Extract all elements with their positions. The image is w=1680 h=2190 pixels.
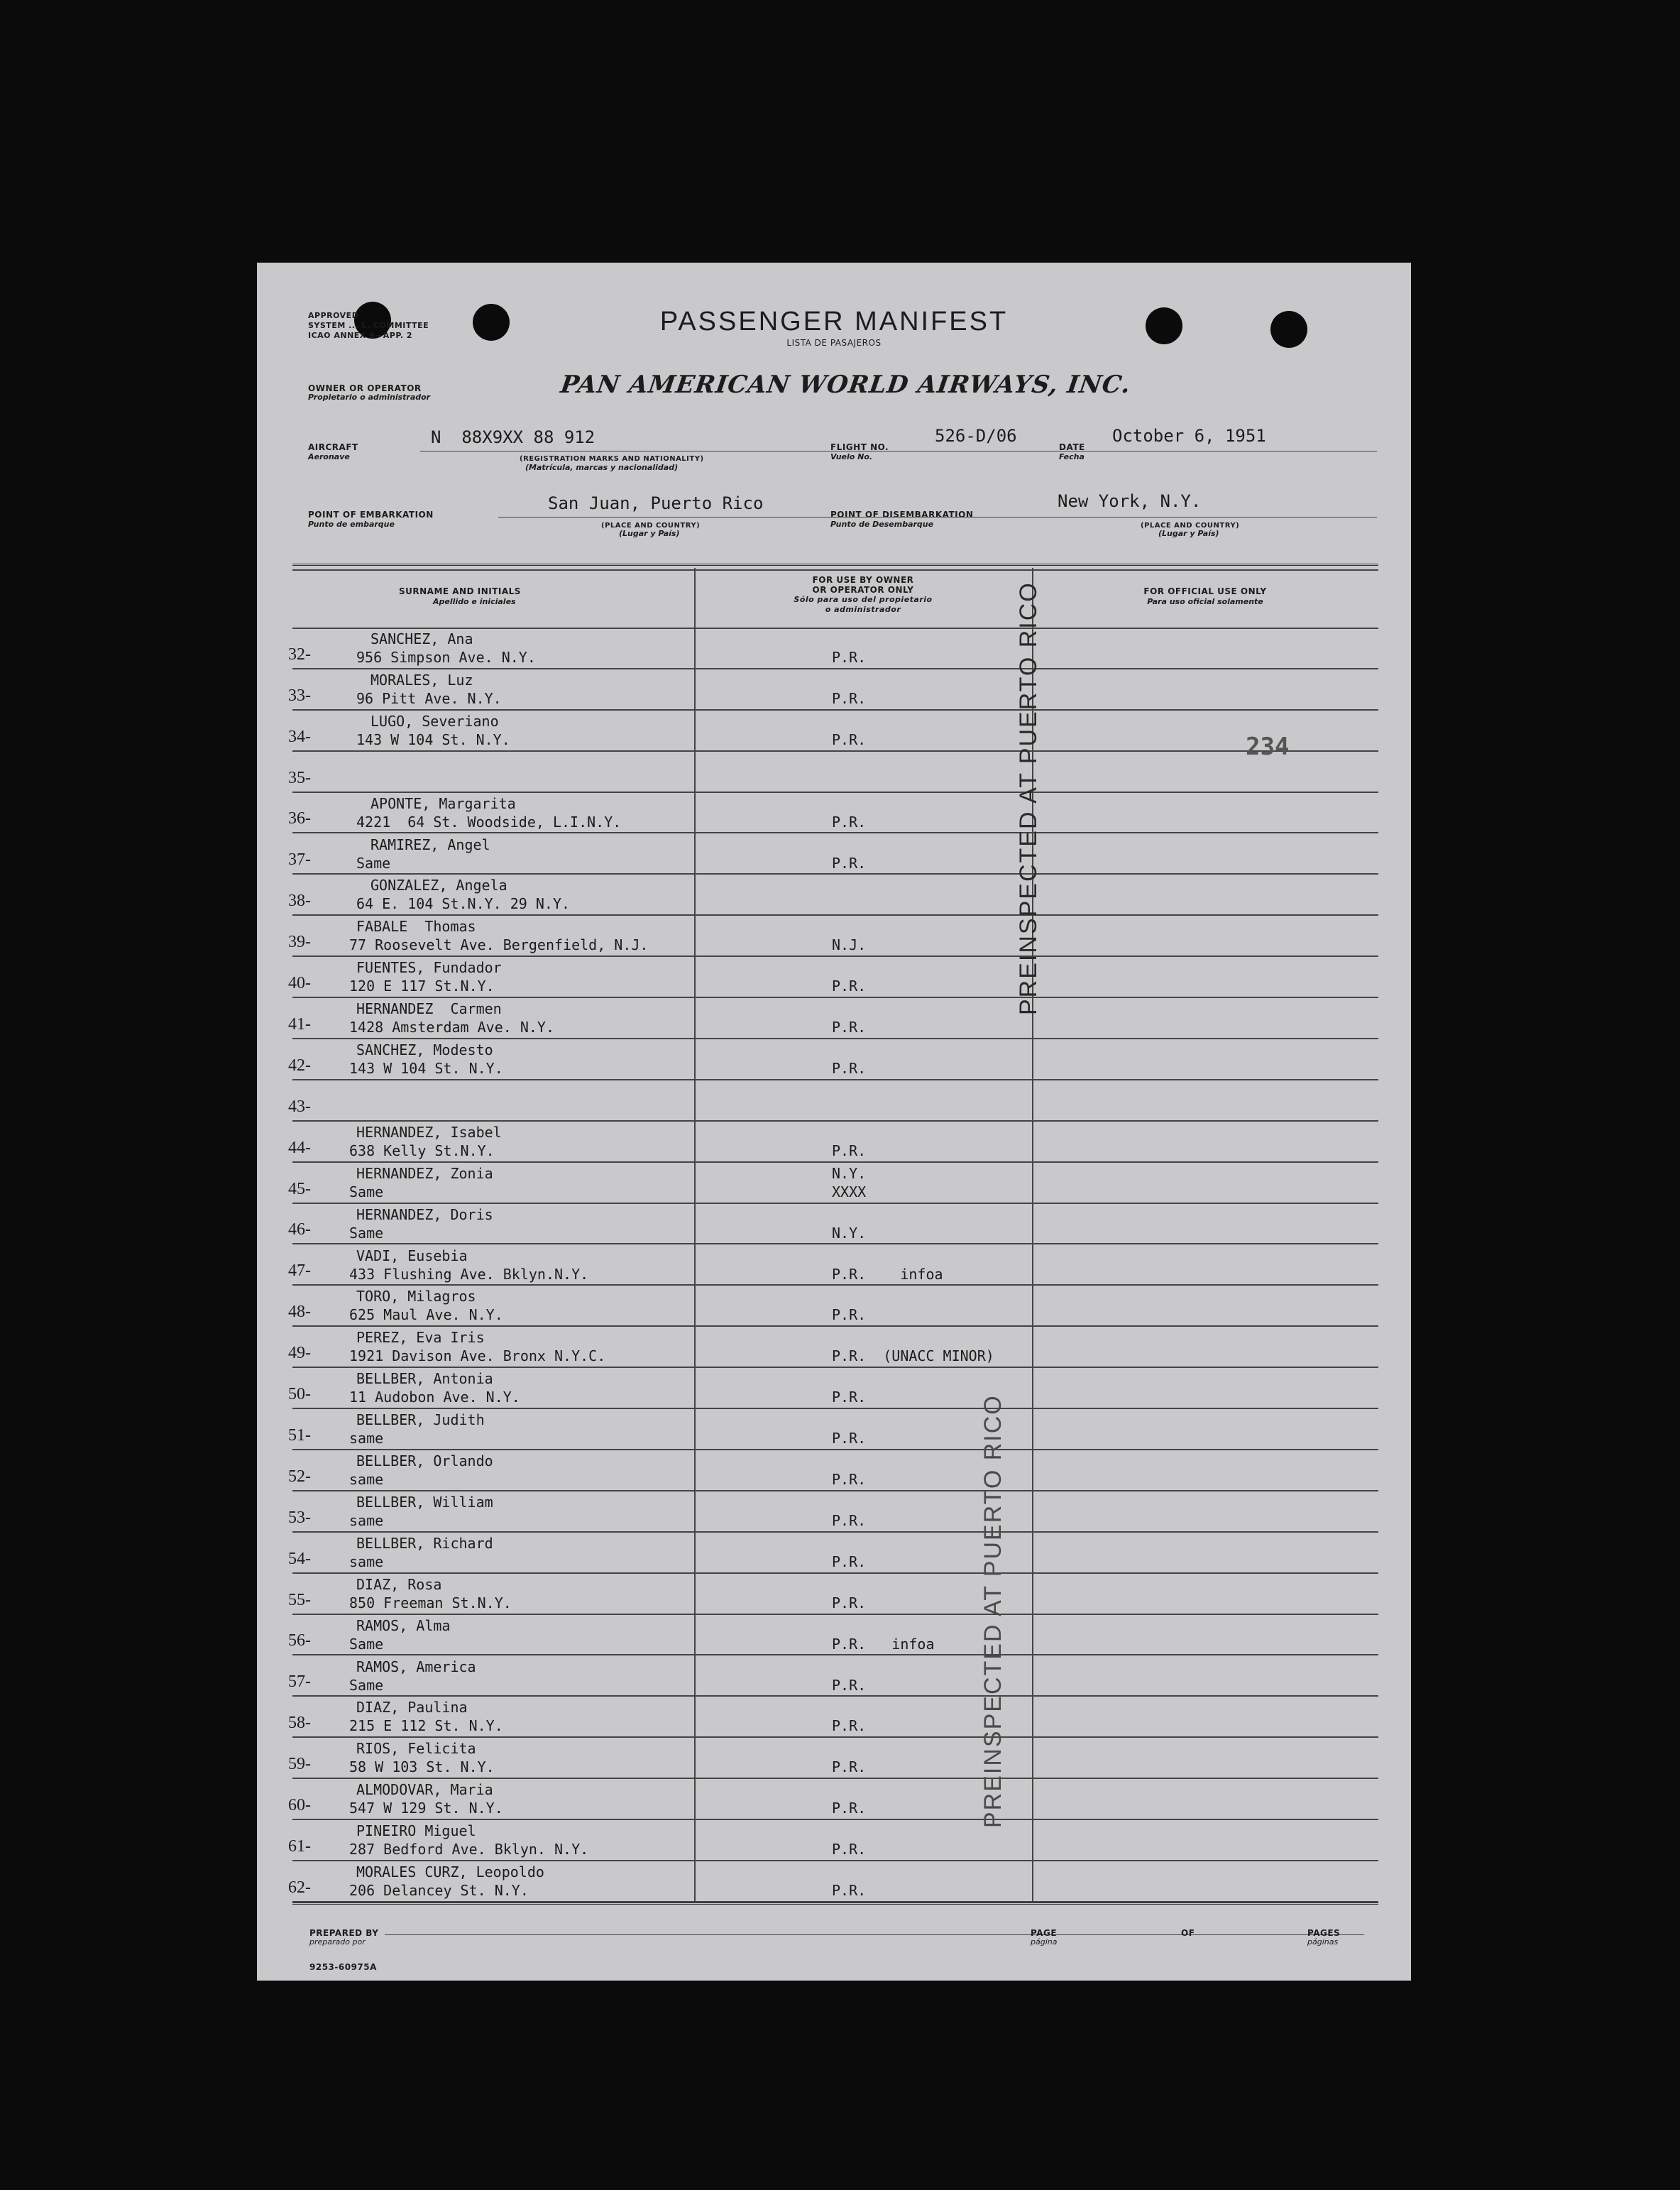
passenger-address: 96 Pitt Ave. N.Y. bbox=[356, 689, 502, 707]
embark-label: POINT OF EMBARKATION bbox=[308, 510, 434, 520]
passenger-name: TORO, Milagros bbox=[356, 1288, 476, 1305]
place-caption-es: (Lugar y País) bbox=[619, 529, 680, 538]
table-row bbox=[257, 1820, 1411, 1861]
manifest-sheet bbox=[257, 263, 1411, 1981]
row-number: 52- bbox=[288, 1467, 311, 1486]
passenger-name: LUGO, Severiano bbox=[370, 712, 499, 730]
passenger-address: 1921 Davison Ave. Bronx N.Y.C. bbox=[349, 1347, 606, 1365]
row-number: 33- bbox=[288, 686, 311, 705]
passenger-name: DIAZ, Rosa bbox=[356, 1575, 442, 1593]
owner-use-entry: P.R. infoa bbox=[832, 1265, 943, 1283]
embark-underline bbox=[498, 517, 1377, 518]
owner-use-entry: N.Y. bbox=[832, 1224, 867, 1242]
row-number: 57- bbox=[288, 1672, 311, 1692]
passenger-name: RAMIREZ, Angel bbox=[370, 836, 490, 853]
owner-use-entry: P.R. bbox=[832, 1471, 867, 1488]
passenger-address: Same bbox=[349, 1676, 384, 1694]
table-row bbox=[257, 1204, 1411, 1245]
passenger-name: DIAZ, Paulina bbox=[356, 1699, 468, 1717]
table-row bbox=[257, 1491, 1411, 1533]
owner-use-entry: P.R. bbox=[832, 730, 867, 748]
col-surname-header-es: Apellido e iniciales bbox=[433, 597, 516, 606]
table-row bbox=[257, 875, 1411, 916]
table-row bbox=[257, 1450, 1411, 1491]
preinspected-stamp: PREINSPECTED AT PUERTO RICO bbox=[979, 1394, 1006, 1828]
disembark-value: New York, N.Y. bbox=[1058, 491, 1202, 511]
table-bottom-rule bbox=[292, 1902, 1378, 1905]
passenger-address: 4221 64 St. Woodside, L.I.N.Y. bbox=[356, 813, 622, 831]
owner-use-entry: P.R. bbox=[832, 1882, 867, 1899]
table-row bbox=[257, 1656, 1411, 1697]
owner-label-es: Propietario o administrador bbox=[308, 393, 431, 402]
passenger-name: BELLBER, Richard bbox=[356, 1534, 493, 1552]
passenger-name: MORALES CURZ, Leopoldo bbox=[356, 1863, 544, 1880]
row-number: 50- bbox=[288, 1385, 311, 1404]
flight-label-es: Vuelo No. bbox=[830, 452, 873, 461]
embark-label-es: Punto de embarque bbox=[308, 520, 395, 529]
passenger-address: 206 Delancey St. N.Y. bbox=[349, 1882, 529, 1899]
approval-line: APPROVED bbox=[308, 311, 359, 320]
prepared-by-line bbox=[385, 1934, 1364, 1935]
row-number: 42- bbox=[288, 1056, 311, 1075]
owner-use-entry: P.R. bbox=[832, 1553, 867, 1570]
table-row bbox=[257, 1080, 1411, 1122]
passenger-address: Same bbox=[349, 1224, 384, 1242]
row-number: 55- bbox=[288, 1590, 311, 1609]
row-number: 43- bbox=[288, 1097, 311, 1116]
row-number: 53- bbox=[288, 1508, 311, 1527]
row-number: 62- bbox=[288, 1878, 311, 1897]
official-number: 234 bbox=[1246, 733, 1290, 761]
table-row bbox=[257, 1574, 1411, 1615]
owner-label: OWNER OR OPERATOR bbox=[308, 383, 422, 393]
row-number: 34- bbox=[288, 727, 311, 746]
passenger-address: same bbox=[349, 1553, 384, 1570]
passenger-name: HERNANDEZ Carmen bbox=[356, 1000, 502, 1018]
passenger-address: 287 Bedford Ave. Bklyn. N.Y. bbox=[349, 1841, 589, 1858]
row-number: 48- bbox=[288, 1303, 311, 1322]
table-row bbox=[257, 1327, 1411, 1368]
table-top-rule-2 bbox=[292, 569, 1378, 571]
row-number: 36- bbox=[288, 809, 311, 828]
owner-use-entry: P.R. bbox=[832, 1306, 867, 1324]
table-row bbox=[257, 1861, 1411, 1902]
approval-line: ICAO ANNEX 9—APP. 2 bbox=[308, 331, 413, 340]
registration-caption: (REGISTRATION MARKS AND NATIONALITY) bbox=[520, 455, 704, 463]
aircraft-label: AIRCRAFT bbox=[308, 442, 358, 452]
owner-use-entry: N.J. bbox=[832, 936, 867, 954]
table-row bbox=[257, 1615, 1411, 1656]
table-row bbox=[257, 1039, 1411, 1080]
col-official-header: FOR OFFICIAL USE ONLY bbox=[1143, 586, 1267, 596]
form-code: 9253-60975A bbox=[309, 1962, 377, 1972]
owner-use-entry: N.Y. XXXX bbox=[832, 1164, 867, 1200]
passenger-address: 143 W 104 St. N.Y. bbox=[349, 1060, 503, 1077]
date-label-es: Fecha bbox=[1059, 452, 1085, 461]
aircraft-value: N 88X9XX 88 912 bbox=[431, 427, 595, 447]
passenger-name: SANCHEZ, Modesto bbox=[356, 1041, 493, 1058]
row-number: 39- bbox=[288, 933, 311, 952]
owner-use-entry: P.R. bbox=[832, 1019, 867, 1036]
disembark-label: POINT OF DISEMBARKATION bbox=[830, 510, 974, 520]
passenger-address: 956 Simpson Ave. N.Y. bbox=[356, 649, 536, 666]
row-number: 38- bbox=[288, 892, 311, 911]
passenger-name: SANCHEZ, Ana bbox=[370, 630, 473, 647]
table-row bbox=[257, 1163, 1411, 1204]
passenger-name: FUENTES, Fundador bbox=[356, 959, 502, 977]
owner-use-entry: P.R. bbox=[832, 1594, 867, 1611]
table-row bbox=[257, 1245, 1411, 1286]
owner-use-entry: P.R. bbox=[832, 1389, 867, 1406]
owner-use-entry: P.R. bbox=[832, 1717, 867, 1735]
passenger-address: 215 E 112 St. N.Y. bbox=[349, 1717, 503, 1735]
passenger-name: BELLBER, Judith bbox=[356, 1411, 485, 1429]
passenger-name: FABALE Thomas bbox=[356, 918, 476, 936]
table-row bbox=[257, 1738, 1411, 1779]
row-number: 56- bbox=[288, 1631, 311, 1650]
embark-value: San Juan, Puerto Rico bbox=[548, 493, 764, 513]
disembark-label-es: Punto de Desembarque bbox=[830, 520, 934, 529]
passenger-name: BELLBER, Orlando bbox=[356, 1452, 493, 1469]
passenger-address: Same bbox=[349, 1183, 384, 1200]
table-row bbox=[257, 1368, 1411, 1409]
passenger-name: RIOS, Felicita bbox=[356, 1740, 476, 1758]
table-row bbox=[257, 1409, 1411, 1450]
pages-label: PAGES bbox=[1307, 1928, 1341, 1938]
row-number: 47- bbox=[288, 1261, 311, 1281]
place-caption: (PLACE AND COUNTRY) bbox=[601, 522, 701, 530]
passenger-address: 625 Maul Ave. N.Y. bbox=[349, 1306, 503, 1324]
owner-use-entry: P.R. bbox=[832, 1758, 867, 1776]
row-number: 49- bbox=[288, 1344, 311, 1363]
operator-name: PAN AMERICAN WORLD AIRWAYS, INC. bbox=[559, 371, 1133, 399]
passenger-address: 120 E 117 St.N.Y. bbox=[349, 978, 495, 995]
owner-use-entry: P.R. bbox=[832, 1511, 867, 1529]
table-row bbox=[257, 916, 1411, 957]
owner-use-entry: P.R. bbox=[832, 813, 867, 831]
table-row bbox=[257, 1779, 1411, 1820]
col-owner-header-es: Sólo para uso del propietario bbox=[794, 595, 933, 604]
passenger-address: 143 W 104 St. N.Y. bbox=[356, 730, 510, 748]
passenger-name: PINEIRO Miguel bbox=[356, 1822, 476, 1840]
page-label: PAGE bbox=[1031, 1928, 1058, 1938]
table-row bbox=[257, 669, 1411, 711]
approval-line: SYSTEM ... L. COMMITTEE bbox=[308, 321, 429, 330]
col-surname-header: SURNAME AND INITIALS bbox=[399, 586, 521, 596]
row-number: 44- bbox=[288, 1138, 311, 1157]
owner-use-entry: P.R. (UNACC MINOR) bbox=[832, 1347, 994, 1365]
row-number: 46- bbox=[288, 1220, 311, 1239]
passenger-address: 433 Flushing Ave. Bklyn.N.Y. bbox=[349, 1265, 589, 1283]
passenger-address: Same bbox=[349, 1635, 384, 1653]
passenger-name: VADI, Eusebia bbox=[356, 1247, 468, 1264]
table-row bbox=[257, 957, 1411, 998]
page-label-es: página bbox=[1031, 1937, 1058, 1947]
owner-use-entry: P.R. bbox=[832, 649, 867, 666]
col-owner-header-es: o administrador bbox=[825, 605, 901, 614]
date-label: DATE bbox=[1059, 442, 1085, 452]
passenger-address: 58 W 103 St. N.Y. bbox=[349, 1758, 495, 1776]
row-number: 51- bbox=[288, 1425, 311, 1445]
table-row bbox=[257, 793, 1411, 834]
passenger-address: Same bbox=[356, 854, 391, 872]
row-number: 41- bbox=[288, 1014, 311, 1034]
table-row bbox=[257, 998, 1411, 1039]
registration-caption-es: (Matrícula, marcas y nacionalidad) bbox=[525, 463, 679, 472]
passenger-name: PEREZ, Eva Iris bbox=[356, 1329, 485, 1347]
table-row bbox=[257, 628, 1411, 669]
row-number: 45- bbox=[288, 1179, 311, 1198]
passenger-name: RAMOS, America bbox=[356, 1658, 476, 1675]
passenger-address: same bbox=[349, 1511, 384, 1529]
owner-use-entry: P.R. bbox=[832, 1676, 867, 1694]
aircraft-label-es: Aeronave bbox=[308, 452, 350, 461]
preinspected-stamp: PREINSPECTED AT PUERTO RICO bbox=[1015, 581, 1042, 1015]
table-row bbox=[257, 834, 1411, 875]
passenger-name: APONTE, Margarita bbox=[370, 794, 516, 812]
passenger-name: BELLBER, William bbox=[356, 1493, 493, 1511]
flight-label: FLIGHT NO. bbox=[830, 442, 889, 452]
col-owner-header-line: FOR USE BY OWNER bbox=[812, 575, 914, 585]
table-row bbox=[257, 1122, 1411, 1163]
row-number: 60- bbox=[288, 1796, 311, 1815]
passenger-name: GONZALEZ, Angela bbox=[370, 877, 507, 894]
row-number: 32- bbox=[288, 645, 311, 664]
row-number: 58- bbox=[288, 1714, 311, 1733]
passenger-address: 77 Roosevelt Ave. Bergenfield, N.J. bbox=[349, 936, 649, 954]
table-top-rule bbox=[292, 564, 1378, 566]
owner-use-entry: P.R. bbox=[832, 1841, 867, 1858]
row-number: 37- bbox=[288, 850, 311, 870]
col-owner-header-line: OR OPERATOR ONLY bbox=[812, 585, 914, 595]
passenger-name: HERNANDEZ, Doris bbox=[356, 1205, 493, 1223]
owner-use-entry: P.R. bbox=[832, 978, 867, 995]
row-number: 40- bbox=[288, 974, 311, 993]
form-title: PASSENGER MANIFEST bbox=[659, 307, 1009, 336]
owner-use-entry: P.R. bbox=[832, 1141, 867, 1159]
table-row bbox=[257, 752, 1411, 793]
passenger-address: 547 W 129 St. N.Y. bbox=[349, 1800, 503, 1817]
passenger-name: ALMODOVAR, Maria bbox=[356, 1781, 493, 1799]
row-number: 54- bbox=[288, 1549, 311, 1568]
of-label: OF bbox=[1181, 1928, 1195, 1938]
owner-use-entry: P.R. bbox=[832, 689, 867, 707]
passenger-name: MORALES, Luz bbox=[370, 671, 473, 689]
prepared-by-label-es: preparado por bbox=[309, 1937, 366, 1947]
col-official-header-es: Para uso oficial solamente bbox=[1147, 597, 1263, 606]
passenger-address: 11 Audobon Ave. N.Y. bbox=[349, 1389, 520, 1406]
table-row bbox=[257, 1286, 1411, 1327]
form-title-es: LISTA DE PASAJEROS bbox=[786, 338, 882, 348]
place-caption-2: (PLACE AND COUNTRY) bbox=[1141, 522, 1240, 530]
place-caption-es-2: (Lugar y País) bbox=[1158, 529, 1219, 538]
table-row bbox=[257, 711, 1411, 752]
owner-use-entry: P.R. infoa bbox=[832, 1635, 935, 1653]
passenger-address: same bbox=[349, 1471, 384, 1488]
col-owner-header bbox=[694, 575, 1032, 615]
passenger-address: 64 E. 104 St.N.Y. 29 N.Y. bbox=[356, 895, 571, 913]
passenger-address: 638 Kelly St.N.Y. bbox=[349, 1141, 495, 1159]
passenger-name: RAMOS, Alma bbox=[356, 1616, 451, 1634]
row-number: 61- bbox=[288, 1836, 311, 1856]
flight-value: 526-D/06 bbox=[935, 426, 1017, 446]
passenger-address: same bbox=[349, 1430, 384, 1447]
row-number: 59- bbox=[288, 1755, 311, 1774]
prepared-by-label: PREPARED BY bbox=[309, 1928, 379, 1938]
pages-label-es: páginas bbox=[1307, 1937, 1339, 1947]
row-number: 35- bbox=[288, 768, 311, 787]
owner-use-entry: P.R. bbox=[832, 1060, 867, 1077]
date-value: October 6, 1951 bbox=[1112, 426, 1266, 446]
table-row bbox=[257, 1533, 1411, 1574]
passenger-name: HERNANDEZ, Zonia bbox=[356, 1164, 493, 1182]
owner-use-entry: P.R. bbox=[832, 1800, 867, 1817]
passenger-address: 850 Freeman St.N.Y. bbox=[349, 1594, 512, 1611]
owner-use-entry: P.R. bbox=[832, 1430, 867, 1447]
passenger-address: 1428 Amsterdam Ave. N.Y. bbox=[349, 1019, 554, 1036]
table-row bbox=[257, 1697, 1411, 1738]
passenger-name: BELLBER, Antonia bbox=[356, 1370, 493, 1388]
owner-use-entry: P.R. bbox=[832, 854, 867, 872]
passenger-name: HERNANDEZ, Isabel bbox=[356, 1123, 502, 1141]
